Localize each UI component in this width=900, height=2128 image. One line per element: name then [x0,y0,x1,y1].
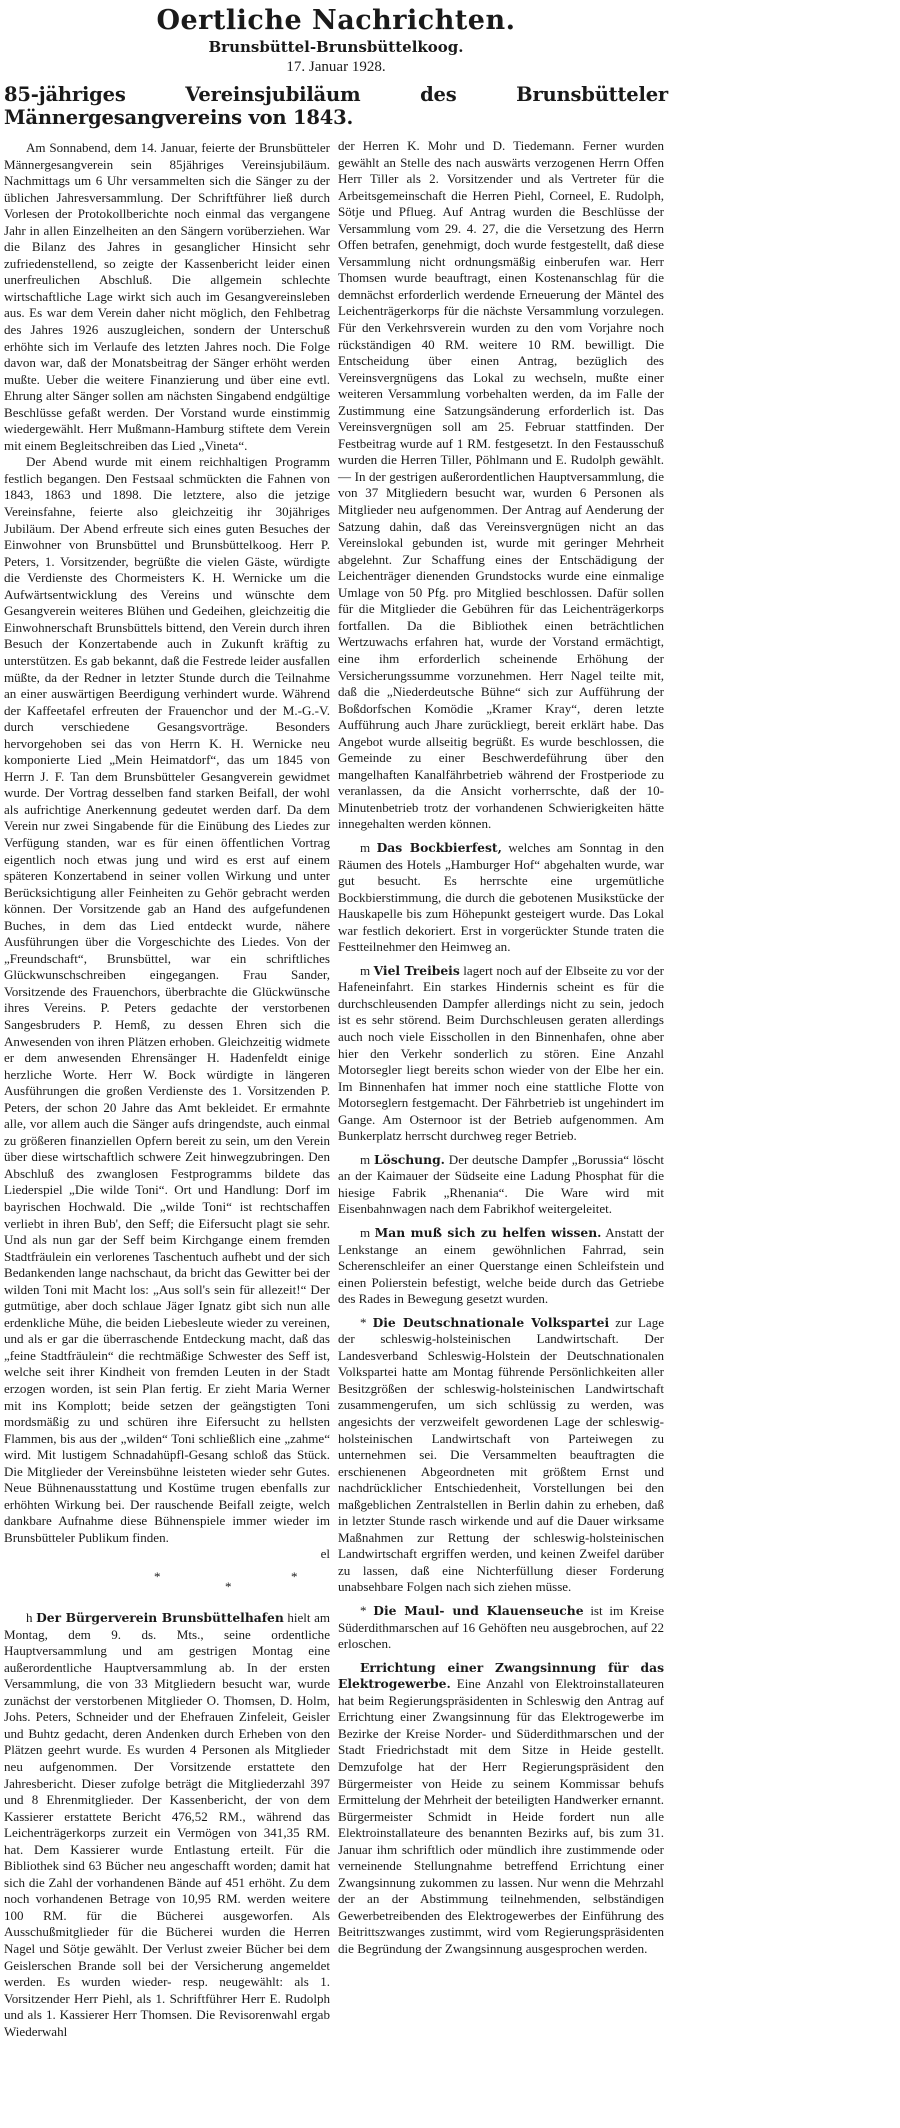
item-lead: Man muß sich zu helfen wissen. [374,1225,602,1240]
news-item [4,1610,330,2040]
article-columns [4,140,668,2128]
section-subtitle: Brunsbüttel-Brunsbüttelkoog. [208,38,464,56]
item-text: welches am Sonntag in den Räumen des Hotels „Hamburger Hof“ abgehalten wurde, war gut besucht. Es herrschte eine urgemütliche Bockbierstimmung, die durch die gebotenen Musikstücke der Hauskapelle bis zum Höhepunkt gesteigert wurde. Das Lokal war festlich dekoriert. Erst in vorgerückter Stunde traten die Festteilnehmer den Heimweg an. [338,839,664,955]
item-text: Eine Anzahl von Elektroinstallateuren hat beim Regierungspräsidenten in Schleswig den Antrag auf Errichtung einer Zwangsinnung für das Elektrogewerbe im Bezirke der Kreise Norder- und Süderdithmarschen und der Stadt Friedrichstadt mit dem Sitze in Heide gestellt. Demzufolge hat der Herr Regierungspräsident den Bürgermeister von Heide zu seinem Kommissar behufs Ermittelung der Mehrheit der beteiligten Handwerker ernannt. Bürgermeister Schmidt in Heide fordert nun alle Elektroinstallateure des benannten Bezirks auf, bis zum 31. Januar ihm schriftlich oder mündlich ihre zustimmende oder verneinende Stellungnahme betreffend Errichtung einer Zwangsinnung zukommen zu lassen. Nur wenn die Mehrzahl der an der Abstimmung teilnehmenden, selbständigen Gewerbetreibenden des Elektrogewerbes der Einführung des Beitrittszwanges zustimmt, wird vom Regierungspräsidenten die Begründung der Zwangsinnung ausgesprochen werden. [338,1676,664,1956]
section-title: Oertliche Nachrichten. [156,5,516,36]
item-lead: Viel Treibeis [373,962,460,978]
item-marker: * [360,1314,367,1330]
item-marker: * [360,1603,367,1619]
item-marker: m [360,1151,371,1167]
article-headline: 85-jähriges Vereinsjubiläum des Brunsbütteler Männergesangvereins von 1843. [4,83,668,129]
item-text: hielt am Montag, dem 9. ds. Mts., seine ordentliche Hauptversammlung und am gestrigen Montag eine außerordentliche Hauptversammlung ab. In der ersten Versammlung, die von 33 Mitgliedern besucht war, wurde zunächst der verstorbenen Mitglieder O. Thomsen, D. Holm, Johs. Peters, Schneider und der Ehefrauen Zinfeleit, Geisler und Buhtz gedacht, deren Andenken durch Erheben von den Plätzen geehrt wurde. Es wurden 4 Personen als Mitglieder neu aufgenommen. Der Vorsitzende erstattete den Jahresbericht. Dieser zufolge beträgt die Mitgliederzahl 397 und 8 Ehrenmitglieder. Der Kassenbericht, der von dem Kassierer erstattete Bericht 476,52 RM., während das Leichenträgerkorps zurzeit ein Vermögen von 341,35 RM. hat. Dem Kassierer wurde Entlastung erteilt. Für die Bibliothek sind 63 Bücher neu angeschafft worden; damit hat sich die Zahl der vorhandenen Bände auf 451 erhöht. Zu dem noch vorhandenen Betrage von 10,95 RM. werden weitere 100 RM. für die Bücherei ausgeworfen. Als Ausschußmitglieder für die Bücherei wurden die Herren Nagel und Sötje gewählt. Der Verlust zweier Bücher bei dem Geislerschen Brande soll bei der Versicherung angemeldet werden. Es wurden wieder- resp. neugewählt: als 1. Vorsitzender Herr Piehl, als 1. Schriftführer Herr E. Rudolph und als 1. Kassierer Herr Thomsen. Die Revisorenwahl ergab Wiederwahl [4,1610,331,2039]
news-item [338,1660,664,1958]
item-marker: m [360,962,371,978]
separator-asterism [4,1563,330,1603]
issue-date: 17. Januar 1928. [286,59,386,75]
news-item [338,1315,664,1596]
article-paragraph: Am Sonnabend, dem 14. Januar, feierte der Brunsbütteler Männergesangverein sein 85jähriges Vereinsjubiläum. Nachmittags um 6 Uhr versammelten sich die Sänger zu der üblichen Jahresversammlung. Der Schriftführer ließ durch Vorlesen der Protokollberichte noch einmal das vergangene Jahr in allen Einzelheiten an den Sängern vorüberziehen. War die Bilanz des Jahres in gesanglicher Hinsicht sehr zufriedenstellend, so zeigte der Kassenbericht leider einen unerfreulichen Abschluß. Die allgemein schlechte wirtschaftliche Lage wirkt sich auch im Gesangvereinsleben aus. Es war dem Verein daher nicht möglich, den Fehlbetrag des Jahres 1926 auszugleichen, sondern der Unterschuß erhöhte sich im Verlaufe des letzten Jahres noch. Die Folge davon war, daß der Monatsbeitrag der Sänger erhöht werden mußte. Ueber die weitere Finanzierung und über eine evtl. Ehrung alter Sänger sollen am nächsten Singabend endgültige Beschlüsse gefaßt werden. Der Vorstand wurde einstimmig wiedergewählt. Herr Mußmann-Hamburg stiftete dem Verein mit einem Begleitschreiben das Lied „Vineta“. [4,140,330,453]
newspaper-page [4,0,668,131]
news-item [338,1152,664,1218]
author-initials: el [320,1546,330,1562]
item-text: zur Lage der schleswig-holsteinischen Landwirtschaft. Der Landesverband Schleswig-Holstein der Deutschnationalen Volkspartei hatte am Montag führende Persönlichkeiten aller Besitzgrößen der schleswig-holsteinischen Landwirtschaft zusammengerufen, um sich schlüssig zu werden, was angesichts der verzweifelt gewordenen Lage der schleswig-holsteinischen Landwirtschaft von Parteiwegen zu unternehmen sei. Die Versammelten beauftragten die erschienenen Abgeordneten mit größtem Ernst und nachdrücklicher Entschiedenheit, Vorstellungen bei den maßgeblichen Zentralstellen in Berlin dahin zu erheben, daß in letzter Stunde rasch wirkende und auf die Dauer wirksame Maßnahmen zur Rettung der schleswig-holsteinischen Landwirtschaft ergriffen werden, und keinen Zweifel darüber zu lassen, daß eine Nichterfüllung dieser Forderung unabsehbare Folgen nach sich ziehen müsse. [338,1314,665,1595]
separator-star: * [225,1579,232,1595]
item-lead: Errichtung einer Zwangsinnung für das Elektrogewerbe. [338,1659,664,1692]
item-lead: Löschung. [373,1151,445,1167]
item-marker: m [360,839,371,855]
item-text: Anstatt der Lenkstange an einem gewöhnlichen Fahrrad, sein Scherenschleifer an einer Querstange einen Schleifstein und einen Polierstein befestigt, welche beide durch das Getriebe des Rades in Bewegung gesetzt wurden. [338,1225,664,1307]
item-lead: Der Bürgerverein Brunsbüttelhafen [36,1610,284,1626]
item-text: ist im Kreise Süderdithmarschen auf 16 Gehöften neu ausgebrochen, auf 22 erloschen. [338,1603,664,1652]
item-marker: m [360,1225,371,1240]
column-right [338,138,664,1958]
masthead [4,4,668,77]
item-text: Der deutsche Dampfer „Borussia“ löscht an der Kaimauer der Südseite eine Ladung Phosphat für die hiesige Fabrik „Rhenania“. Die Ware wird mit Eisenbahnwagen nach dem Fabrikhof weitergeleitet. [338,1151,665,1217]
item-lead: Das Bockbierfest, [376,839,502,855]
column-left [4,140,330,2040]
item-text: lagert noch auf der Elbseite zu vor der Hafeneinfahrt. Ein starkes Hindernis scheint es für die durchschleusenden Dampfer allerdings nicht zu sein, jedoch ist es sehr störend. Beim Durchschleusen geraten allerdings auch noch viele Eisschollen in den Binnenhafen, ohne aber hier den Verkehr sonderlich zu stören. Eine Anzahl Motorsegler liegt bereits schon wieder von der Elbe her ein. Im Binnenhafen hat immer noch eine stattliche Flotte von Motorseglern festgemacht. Der Fährbetrieb ist ungehindert im Gange. Am Osternoor ist der Betrieb aufgenommen. Am Bunkerplatz herrscht durchweg reger Betrieb. [338,962,664,1144]
item-marker: h [26,1610,33,1626]
item-lead: Die Maul- und Klauenseuche [373,1603,584,1619]
item-lead: Die Deutschnationale Volkspartei [372,1314,610,1330]
news-item [338,963,664,1145]
news-item [338,1603,664,1653]
separator-star: * [291,1569,298,1585]
news-item [338,1225,664,1308]
article-paragraph: Der Abend wurde mit einem reichhaltigen Programm festlich begangen. Den Festsaal schmückten die Fahnen von 1843, 1863 und 1898. Die letztere, also die jetzige Vereinsfahne, feierte also gleichzeitig ihr 30jähriges Jubiläum. Der Abend erfreute sich eines guten Besuches der Einwohner von Brunsbüttel und Brunsbüttelkoog. Herr P. Peters, 1. Vorsitzender, begrüßte die vielen Gäste, würdigte die Verdienste des Chormeisters K. H. Wernicke um die Aufwärtsentwicklung des Vereins und wünschte dem Gesangverein weiteres Blühen und Gedeihen, gleichzeitig die Einwohnerschaft Brunsbüttels bittend, den Verein durch ihren Besuch der Konzertabende auch in Zukunft kräftig zu unterstützen. Es gab bekannt, daß die Festrede leider ausfallen müßte, da der Redner in letzter Stunde durch die Teilnahme an einer auswärtigen Beerdigung verhindert wurde. Während der Kaffeetafel erfreuten der Frauenchor und der M.-G.-V. durch verschiedene Gesangsvorträge. Besonders hervorgehoben sei das von Herrn K. H. Wernicke neu komponierte Lied „Mein Heimatdorf“, das um 1845 von Herrn J. F. Tan dem Brunsbütteler Gesangverein gewidmet wurde. Der Vortrag desselben fand starken Beifall, der wohl als aufrichtige Anerkennung gedeutet werden darf. Da dem Verein nur zwei Singabende für die Einübung des Liedes zur Verfügung standen, war es für einen öffentlichen Vortrag eigentlich noch etwas jung und wird es erst auf einem späteren Konzertabend in seiner vollen Wirkung und unter Berücksichtigung aller Feinheiten zu Gehör gebracht werden können. Der Vorsitzende gab an Hand des aufgefundenen Buches, in dem das Lied entdeckt wurde, nähere Ausführungen über die Vorgeschichte des Liedes. Von der „Freundschaft“, Brunsbüttel, war ein schriftliches Glückwunschschreiben eingegangen. Frau Sander, Vorsitzende des Frauenchors, überbrachte die Glückwünsche ihres Vereins. P. Peters gedachte der verstorbenen Sangesbruders P. Hemß, zu dessen Ehren sich die Anwesenden von ihren Plätzen erhoben. Gleichzeitig widmete er dem anwesenden Ehrensänger H. Hadenfeldt einige herzliche Worte. Herr W. Bock würdigte in längeren Ausführungen die großen Verdienste des 1. Vorsitzenden P. Peters, der schon 20 Jahre das Amt bekleidet. Er ermahnte alle, vor allem auch die Sänger aufs dringendste, auch einmal zu größeren finanziellen Opfern bereit zu sein, um den Verein über diese wirtschaftlich schwere Zeit hinwegzubringen. Den Abschluß des zwanglosen Festprogramms bildete das Liederspiel „Die wilde Toni“. Ort und Handlung: Dorf im bayrischen Hochwald. Die „wilde Toni“ ist rechtschaffen verliebt in ihren Bub', den Seff; die Eifersucht plagt sie sehr. Und als nun gar der Seff beim Kirchgange einem fremden Stadtfräulein ein verlorenes Taschentuch aufhebt und der sich Bedankenden lange nachschaut, da bricht das Gewitter bei der wilden Toni mit Macht los: „Aus soll's sein für allezeit!“ Der gutmütige, aber doch schlaue Jäger Ignatz gibt sich nun alle erdenkliche Mühe, die beiden Liebesleute wieder zu vereinen, und als er gar die überraschende Entdeckung macht, daß das „feine Stadtfräulein“ die rechtmäßige Schwester des Seff ist, welche seit ihrer Kindheit von fremden Leuten in der Stadt erzogen worden, ist sein Plan fertig. Er zieht Maria Werner mit ins Komplott; beide setzen der geängstigten Toni mordsmäßig zu und schüren ihre Eifersucht zu hellsten Flammen, bis aus der „wilden“ Toni schließlich eine „zahme“ wird. Mit lustigem Schnadahüpfl-Gesang schloß das Stück. Die Mitglieder der Vereinsbühne leisteten wieder sehr Gutes. Neue Bühnenausstattung und Kostüme trugen ebenfalls zur erhöhten Wirkung bei. Der rauschende Beifall zeigte, welch dankbare Aufnahme diese Bühnenspiele immer wieder im Brunsbütteler Publikum finden. [4,454,330,1545]
news-item [338,840,664,956]
news-item-continuation: der Herren K. Mohr und D. Tiedemann. Ferner wurden gewählt an Stelle des nach auswärts verzogenen Herrn Offen Herr Tiller als 2. Vorsitzender und als Vertreter für die Arbeitsgemeinschaft die Herren Piehl, Corneel, E. Rudolph, Sötje und Pflueg. Auf Antrag wurden die Beschlüsse der Versammlung vom 29. 4. 27, die die Versetzung des Herrn Offen betrafen, genehmigt, doch wurde festgestellt, daß diese Versammlung nicht ordnungsmäßig einberufen war. Herr Thomsen wurde beauftragt, einen Kostenanschlag für die demnächst erforderlich werdende Erneuerung der Mäntel des Leichenträgerkorps für die nächste Versammlung vorzulegen. Für den Verkehrsverein wurden zu den vom Vorjahre noch rückständigen 40 RM. weitere 10 RM. bewilligt. Die Entscheidung über einen Antrag, bezüglich des Vereinsvergnügens das Lokal zu wechseln, mußte einer weiteren Versammlung vorbehalten werden, da im Falle der Zustimmung eine Satzungsänderung erforderlich ist. Das Vereinsvergnügen soll am 25. Februar stattfinden. Der Festbeitrag wurde auf 1 RM. festgesetzt. In den Festausschuß wurden die Herren Tiller, Pöhlmann und E. Rudolph gewählt. — In der gestrigen außerordentlichen Hauptversammlung, die von 37 Mitgliedern besucht war, wurden 6 Personen als Mitglieder neu aufgenommen. Der Antrag auf Aenderung der Satzung dahin, daß das Vereinsvergnügen nicht an das Vereinslokal gebunden ist, wurde mit geringer Mehrheit abgelehnt. Zur Schaffung eines der Entschädigung der Leichenträger dienenden Grundstocks wurde eine einmalige Umlage von 50 Pfg. pro Mitglied beschlossen. Dafür sollen für die Mitglieder die Gebühren für das Leichenträgerkorps fortfallen. Da die Bibliothek einen beträchtlichen Wertzuwachs erfahren hat, wurde der Vorstand ermächtigt, eine ihm erforderlich scheinende Erhöhung der Versicherungssumme vorzunehmen. Herr Nagel teilte mit, daß die „Niederdeutsche Bühne“ sich zur Aufführung der Boßdorfschen Komödie „Kramer Kray“, deren letzte Aufführung auch Jhare zurückliegt, bereit erklärt habe. Das Angebot wurde allseitig begrüßt. Es wurde beschlossen, die Gemeinde zu einer Beschwerdeführung über den mangelhaften Kanalfährbetrieb während der Frostperiode zu veranlassen, da die Ansicht vorherrschte, daß der 10-Minutenbetrieb trotz der vorhandenen Schwierigkeiten hätte innegehalten werden können. [338,138,664,832]
separator-star: * [154,1569,161,1585]
